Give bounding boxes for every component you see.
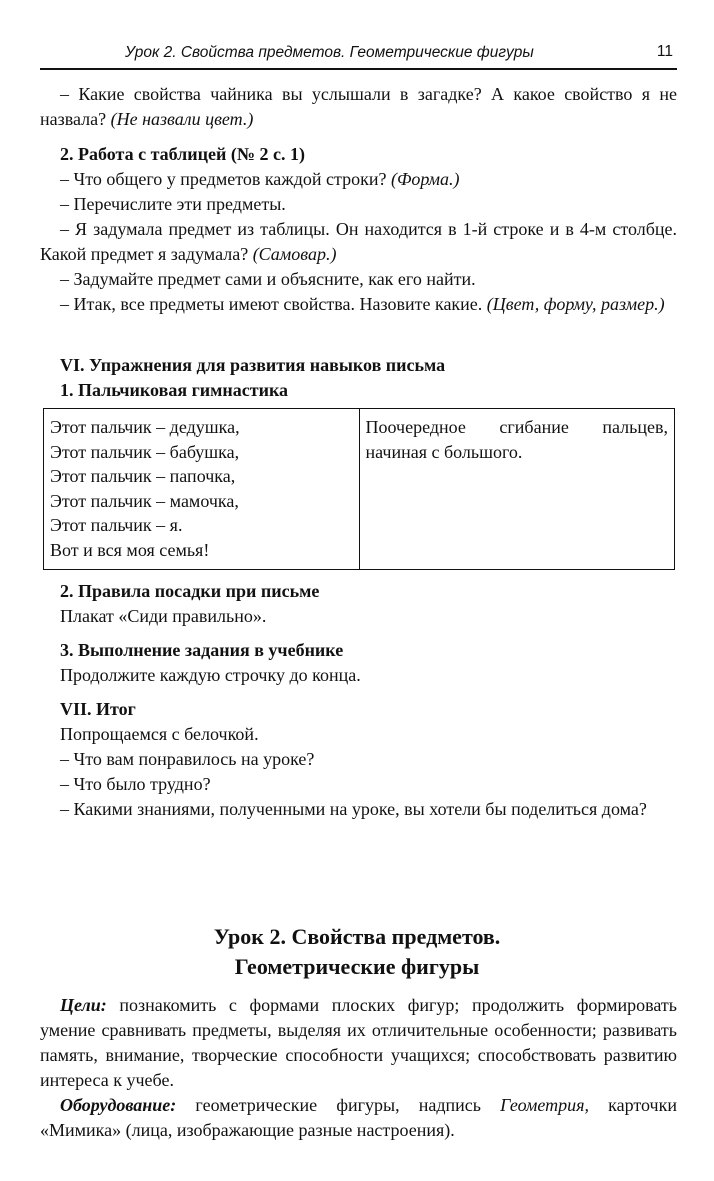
title-line: Урок 2. Свойства предметов. — [213, 924, 501, 949]
subheading: 2. Правила посадки при письме — [60, 581, 320, 601]
paragraph: – Что было трудно? — [60, 774, 211, 794]
section6-rest — [40, 579, 677, 822]
answer: (Не назвали цвет.) — [110, 109, 254, 129]
poem-line: Этот пальчик – мамочка, — [50, 490, 239, 511]
paragraph: – Задумайте предмет сами и объясните, как его найти. — [60, 269, 476, 289]
goals-label: Цели: — [60, 995, 107, 1015]
paragraph: – Какими знаниями, полученными на уроке, вы хотели бы поделиться дома? — [60, 799, 647, 819]
equipment-paragraph — [40, 1093, 677, 1143]
subheading: 3. Выполнение задания в учебнике — [60, 640, 344, 660]
part1 — [40, 82, 677, 317]
paragraph: – Перечислите эти предметы. — [60, 194, 286, 214]
finger-exercise-table — [43, 408, 675, 570]
text: Геометрия, — [500, 1095, 590, 1115]
lesson-intro — [40, 993, 677, 1143]
poem-line: Вот и вся моя семья! — [50, 539, 210, 560]
poem-line: Этот пальчик – бабушка, — [50, 441, 240, 462]
running-title: Урок 2. Свойства предметов. Геометрические фигуры — [125, 44, 534, 61]
paragraph: – Что вам понравилось на уроке? — [60, 749, 315, 769]
text: карточки «Мимика» (лица, изображающие разные настроения). — [40, 1095, 677, 1140]
poem-line: Этот пальчик – папочка, — [50, 466, 236, 486]
equipment-label: Оборудование: — [60, 1095, 177, 1115]
subheading: 1. Пальчиковая гимнастика — [60, 380, 289, 400]
text: – Что общего у предметов каждой строки? — [60, 169, 387, 189]
answer: (Самовар.) — [252, 244, 337, 264]
section6-heading — [40, 353, 677, 403]
text: познакомить с формами плоских фигур; продолжить формировать умение сравнивать предметы, выделяя их отличительные особенности; развивать память, внимание, творческие способности учащихся; способствовать развитию интереса к учебе. — [40, 995, 677, 1090]
section-title: VII. Итог — [60, 699, 136, 719]
running-header — [40, 40, 677, 70]
poem-cell — [44, 409, 360, 570]
title-line: Геометрические фигуры — [234, 954, 480, 979]
answer: (Цвет, форму, размер.) — [486, 294, 665, 314]
paragraph — [40, 292, 677, 317]
paragraph — [40, 82, 677, 132]
poem-line: Этот пальчик – я. — [50, 515, 183, 535]
text: геометрические фигуры, надпись — [176, 1095, 501, 1115]
section-title: VI. Упражнения для развития навыков письма — [60, 355, 446, 375]
instruction-cell: Поочередное сгибание пальцев, начиная с большого. — [359, 409, 675, 570]
answer: (Форма.) — [390, 169, 460, 189]
text: – Итак, все предметы имеют свойства. Назовите какие. — [60, 294, 483, 314]
paragraph — [40, 217, 677, 267]
page-number: 11 — [656, 43, 673, 60]
paragraph: Плакат «Сиди правильно». — [60, 606, 267, 626]
goals-paragraph — [40, 993, 677, 1093]
text: – Я задумала предмет из таблицы. Он находится в 1-й строке и в 4-м столбце. Какой предмет я задумала? — [40, 219, 677, 264]
paragraph — [40, 167, 677, 192]
poem-line: Этот пальчик – дедушка, — [50, 417, 240, 437]
lesson-title — [0, 922, 714, 982]
paragraph: Попрощаемся с белочкой. — [60, 724, 259, 744]
subheading: 2. Работа с таблицей (№ 2 с. 1) — [60, 144, 305, 164]
paragraph: Продолжите каждую строчку до конца. — [60, 665, 361, 685]
text: – Какие свойства чайника вы услышали в загадке? А какое свойство я не назвала? — [40, 84, 677, 129]
